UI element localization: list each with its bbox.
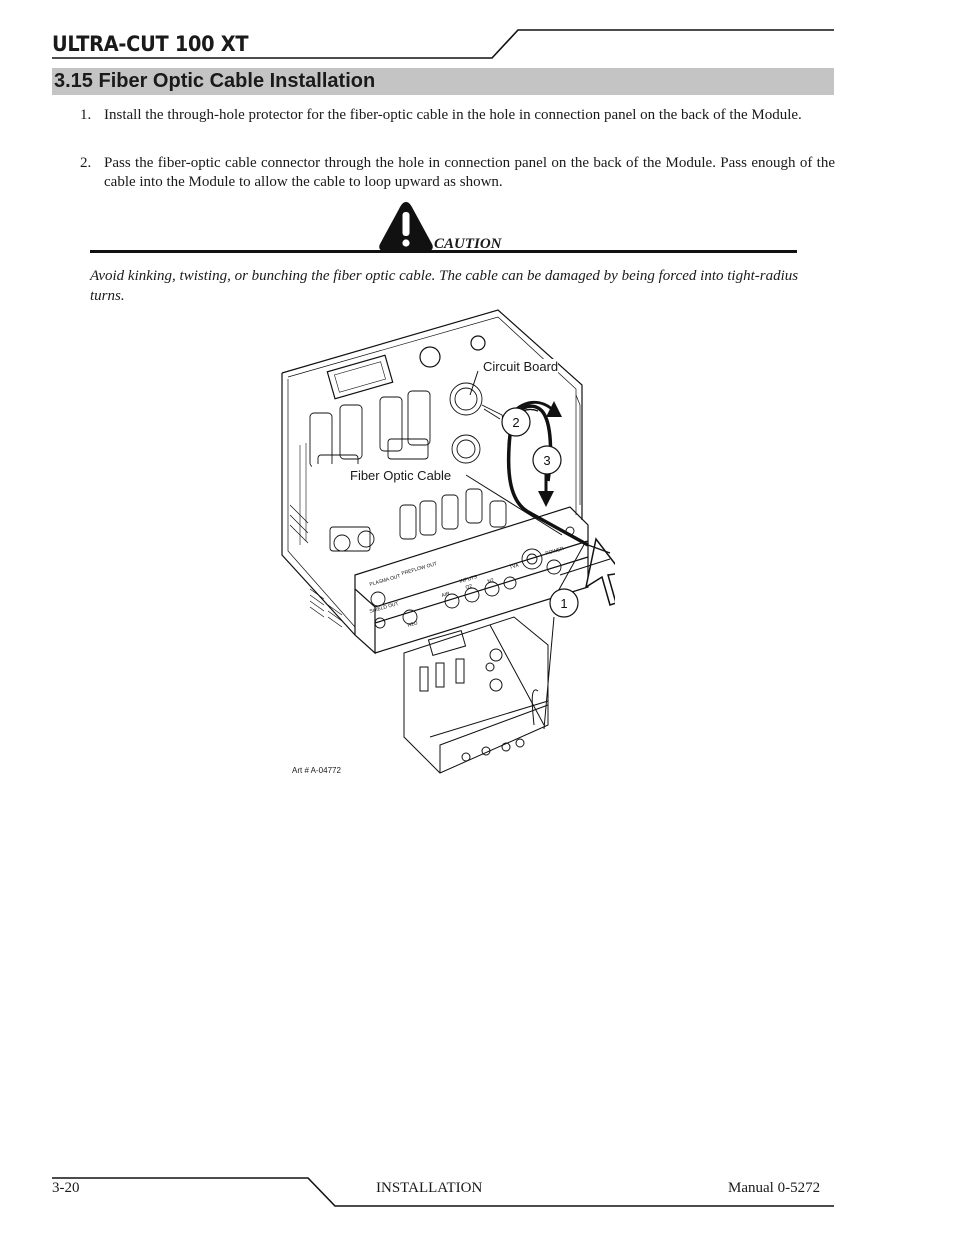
arrow-1-icon: [586, 539, 615, 605]
arrow-2-icon: [546, 401, 562, 417]
panel-label-n2: N2: [486, 577, 495, 585]
panel-label-power: POWER: [544, 545, 565, 557]
step-number: 1.: [80, 107, 92, 123]
page-number: 3-20: [52, 1180, 80, 1196]
warning-triangle-icon: [378, 200, 434, 252]
step-2: [80, 154, 836, 194]
footer-section: INSTALLATION: [376, 1180, 483, 1196]
callout-fiber-optic-cable: Fiber Optic Cable: [312, 464, 451, 487]
step-number: 2.: [80, 155, 92, 171]
panel-label-tva: TVA: [508, 562, 520, 571]
panel-label-preflow-out: PREFLOW OUT: [400, 561, 438, 577]
step-1: [80, 106, 836, 146]
panel-label-plasma-out: PLASMA OUT: [368, 573, 402, 588]
art-number: Art # A-04772: [292, 766, 341, 775]
panel-label-shield-out: SHIELD OUT: [368, 600, 400, 615]
panel-label-air: AIR: [440, 590, 451, 599]
step-text: Install the through-hole protector for the fiber-optic cable in the hole in connection panel on the back of the Module.: [104, 107, 802, 123]
callout-1: 1: [560, 596, 568, 611]
callout-circuit-board: Circuit Board: [483, 359, 559, 374]
module-illustration: [270, 305, 615, 780]
section-title: 3.15 Fiber Optic Cable Installation: [54, 70, 376, 92]
caution-text: Avoid kinking, twisting, or bunching the fiber optic cable. The cable can be damaged by being forced into tight-radius turns.: [90, 268, 799, 304]
panel-label-h2o: H2O: [406, 620, 419, 629]
panel-label-inputs: INPUTS: [458, 574, 479, 585]
manual-number: Manual 0-5272: [728, 1180, 821, 1196]
step-text: Pass the fiber-optic cable connector through the hole in connection panel on the back of the Module. Pass enough of the cable into the Module to allow the cable to loop upward as shown.: [104, 155, 835, 190]
arrow-3-icon: [538, 491, 554, 507]
product-title: ULTRA-CUT 100 XT: [52, 32, 249, 56]
panel-label-o2: O2: [464, 583, 473, 591]
callout-2: 2: [512, 415, 520, 430]
callout-3: 3: [543, 453, 551, 468]
caution-label: CAUTION: [434, 236, 502, 252]
